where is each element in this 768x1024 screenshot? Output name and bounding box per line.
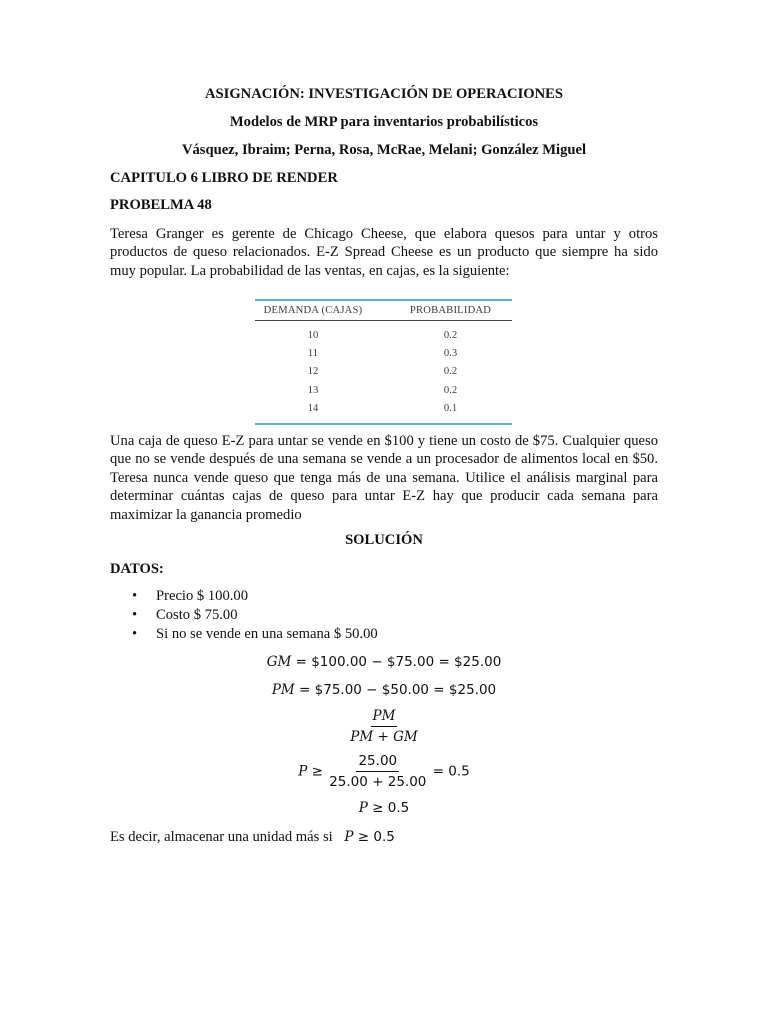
solution-heading: SOLUCIÓN	[345, 532, 423, 548]
table-row	[255, 345, 512, 363]
p-final-expression: ≥ 0.5	[372, 800, 410, 816]
probability-cell: 0.1	[443, 403, 458, 415]
table-row	[255, 400, 512, 418]
conclusion-expression: ≥ 0.5	[357, 829, 395, 845]
p-denominator: 25.00 + 25.00	[329, 774, 427, 791]
data-item-price: Precio $ 100.00	[156, 588, 249, 604]
conclusion-math	[344, 829, 394, 845]
table-bottom-rule	[255, 423, 512, 425]
table-header-demand: DEMANDA (CAJAS)	[263, 305, 363, 316]
ratio-fraction	[348, 708, 419, 745]
conclusion-variable: P	[344, 829, 354, 845]
demand-cell: 12	[307, 366, 319, 378]
equation-pm	[0, 682, 768, 698]
probability-cell: 0.2	[443, 384, 458, 396]
gm-variable: GM	[266, 654, 292, 670]
data-item-salvage: Si no se vende en una semana $ 50.00	[156, 626, 378, 642]
ratio-denominator: PM + GM	[350, 729, 418, 746]
list-item	[110, 626, 658, 645]
demand-table	[255, 299, 512, 425]
list-item	[110, 607, 658, 626]
gm-expression: = $100.00 − $75.00 = $25.00	[295, 654, 502, 670]
p-numerator: 25.00	[356, 753, 399, 772]
data-heading: DATOS:	[110, 561, 164, 577]
bullet-icon: •	[132, 607, 138, 623]
equation-ratio	[0, 708, 768, 745]
equation-p-final	[0, 800, 768, 816]
problem-heading: PROBELMA 48	[110, 197, 212, 213]
equation-gm	[0, 654, 768, 670]
list-item	[110, 588, 658, 607]
demand-cell: 11	[307, 347, 319, 359]
p-ge-symbol: ≥	[311, 763, 323, 780]
table-row	[255, 363, 512, 381]
table-row	[255, 327, 512, 345]
document-title: ASIGNACIÓN: INVESTIGACIÓN DE OPERACIONES	[204, 86, 563, 102]
data-item-cost: Costo $ 75.00	[156, 607, 238, 623]
table-body	[255, 321, 512, 423]
p-fraction	[327, 753, 428, 790]
table-row	[255, 382, 512, 400]
probability-cell: 0.3	[443, 347, 458, 359]
data-list	[110, 588, 658, 645]
problem-paragraph: Una caja de queso E-Z para untar se vende en $100 y tiene un costo de $75. Cualquier queso que no se vende después de una semana se vende a un procesador de alimentos local en $50. Teresa nunca vende queso que tenga más de una semana. Utilice el análisis marginal para determinar cuántas cajas de queso para untar E-Z hay que producir cada semana para maximizar la ganancia promedio	[110, 433, 658, 523]
bullet-icon: •	[132, 626, 138, 642]
intro-paragraph: Teresa Granger es gerente de Chicago Cheese, que elabora quesos para untar y otros productos de queso relacionados. E-Z Spread Cheese es un producto que siempre ha sido muy popular. La probabilidad de las ventas, en cajas, es la siguiente:	[110, 226, 658, 279]
demand-cell: 10	[307, 329, 319, 341]
p-final-variable: P	[358, 800, 368, 816]
conclusion-line	[110, 829, 395, 847]
equation-p	[0, 753, 768, 790]
table-header-row	[255, 301, 512, 321]
document-authors: Vásquez, Ibraim; Perna, Rosa, McRae, Melani; González Miguel	[181, 142, 587, 158]
p-variable: P	[298, 763, 308, 780]
ratio-numerator: PM	[371, 708, 398, 727]
chapter-heading: CAPITULO 6 LIBRO DE RENDER	[110, 170, 338, 186]
conclusion-text: Es decir, almacenar una unidad más si	[110, 829, 333, 845]
pm-expression: = $75.00 − $50.00 = $25.00	[299, 682, 497, 698]
p-result: = 0.5	[432, 763, 470, 780]
probability-cell: 0.2	[443, 366, 458, 378]
demand-cell: 13	[307, 384, 319, 396]
table-header-probability: PROBABILIDAD	[409, 305, 492, 316]
demand-cell: 14	[307, 403, 319, 415]
bullet-icon: •	[132, 588, 138, 604]
probability-cell: 0.2	[443, 329, 458, 341]
document-subtitle: Modelos de MRP para inventarios probabilísticos	[229, 114, 539, 130]
pm-variable: PM	[271, 682, 295, 698]
